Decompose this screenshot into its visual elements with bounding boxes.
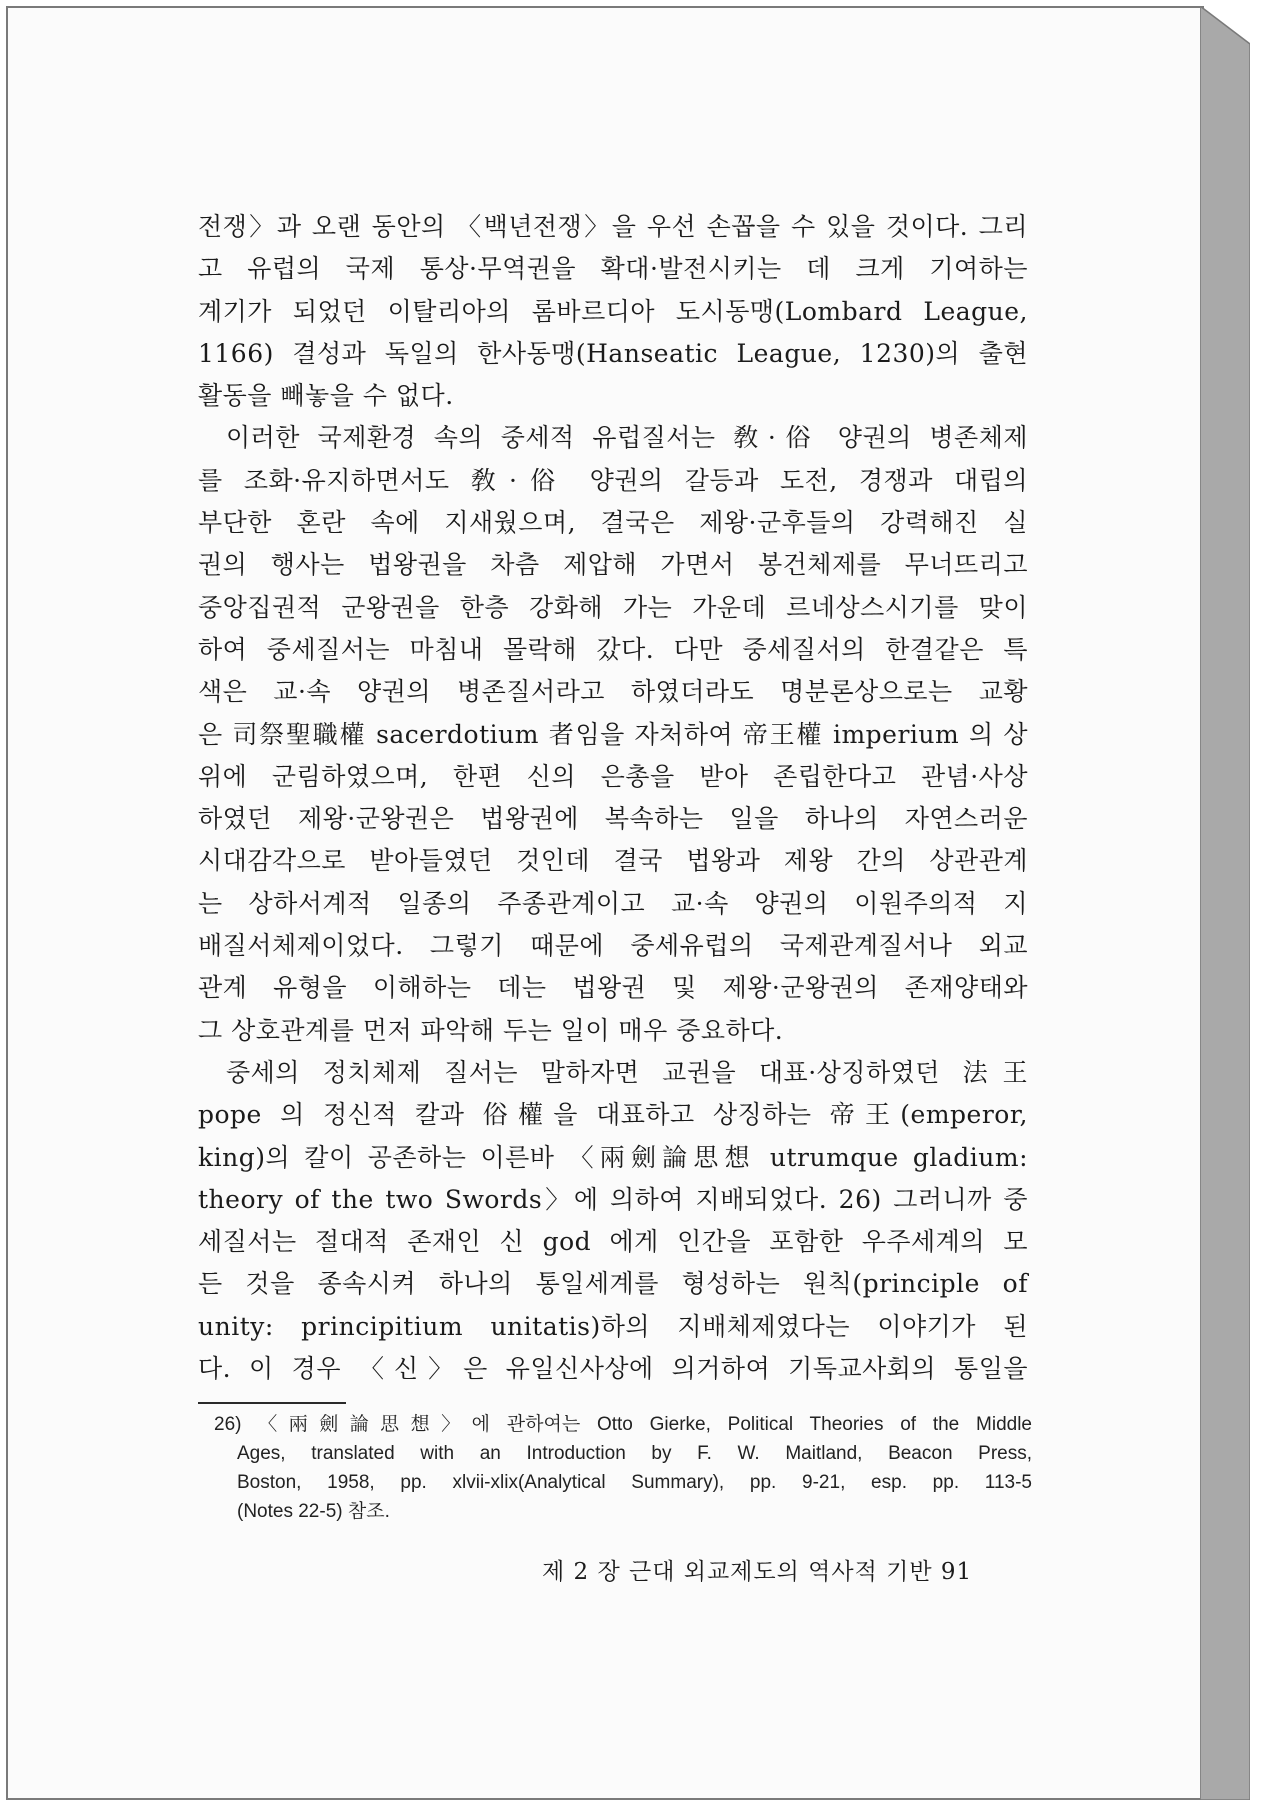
text-line: 관계 유형을 이해하는 데는 법왕권 및 제왕·군왕권의 존재양태와	[198, 973, 1028, 1003]
running-footer: 제 2 장 근대 외교제도의 역사적 기반 91	[542, 1559, 973, 1585]
text-line: pope 의 정신적 칼과 俗權을 대표하고 상징하는 帝王(emperor,	[198, 1100, 1028, 1130]
text-line: 부단한 혼란 속에 지새웠으며, 결국은 제왕·군후들의 강력해진 실	[198, 508, 1028, 538]
text-line: 위에 군림하였으며, 한편 신의 은총을 받아 존립한다고 관념·사상	[198, 761, 1028, 791]
text-line: 활동을 빼놓을 수 없다.	[198, 381, 454, 411]
text-line: 하여 중세질서는 마침내 몰락해 갔다. 다만 중세질서의 한결같은 특	[198, 634, 1028, 664]
body-text	[198, 206, 1028, 1390]
text-line: 든 것을 종속시켜 하나의 통일세계를 형성하는 원칙(principle of	[198, 1269, 1028, 1299]
page-edge-shadow	[1200, 6, 1250, 1800]
text-line: king)의 칼이 공존하는 이른바 〈兩劍論思想 utrumque gladium:	[198, 1142, 1028, 1172]
text-line: 색은 교·속 양권의 병존질서라고 하였더라도 명분론상으로는 교황	[198, 677, 1028, 707]
footnote-line: Boston, 1958, pp. xlvii-xlix(Analytical Summary), pp. 9-21, esp. pp. 113-5	[237, 1472, 1032, 1493]
text-line: 고 유럽의 국제 통상·무역권을 확대·발전시키는 데 크게 기여하는	[198, 254, 1028, 284]
text-line: 다. 이 경우 〈신〉은 유일신사상에 의거하여 기독교사회의 통일을	[198, 1354, 1028, 1384]
text-line: 중앙집권적 군왕권을 한층 강화해 가는 가운데 르네상스시기를 맞이	[198, 592, 1028, 622]
footnote-line: Ages, translated with an Introduction by F. W. Maitland, Beacon Press,	[237, 1443, 1032, 1464]
text-line: 권의 행사는 법왕권을 차츰 제압해 가면서 봉건체제를 무너뜨리고	[198, 550, 1028, 580]
text-line: 배질서체제이었다. 그렇기 때문에 중세유럽의 국제관계질서나 외교	[198, 931, 1028, 961]
text-line: 은 司祭聖職權 sacerdotium 者임을 자처하여 帝王權 imperium 의 상	[198, 719, 1028, 749]
text-line: 하였던 제왕·군왕권은 법왕권에 복속하는 일을 하나의 자연스러운	[198, 804, 1028, 834]
footnote	[214, 1410, 1032, 1526]
text-line: 이러한 국제환경 속의 중세적 유럽질서는 敎·俗 양권의 병존체제	[226, 423, 1028, 453]
text-line: 중세의 정치체제 질서는 말하자면 교권을 대표·상징하였던 法王	[226, 1057, 1028, 1087]
footnote-separator	[198, 1402, 346, 1404]
text-line: 계기가 되었던 이탈리아의 롬바르디아 도시동맹(Lombard League,	[198, 296, 1028, 326]
text-line: 1166) 결성과 독일의 한사동맹(Hanseatic League, 1230)의 출현	[198, 338, 1028, 368]
text-line: 시대감각으로 받아들였던 것인데 결국 법왕과 제왕 간의 상관관계	[198, 846, 1028, 876]
text-line: unity: principitium unitatis)하의 지배체제였다는 이야기가 된	[198, 1311, 1028, 1341]
text-line: 를 조화·유지하면서도 敎·俗 양권의 갈등과 도전, 경쟁과 대립의	[198, 465, 1028, 495]
text-line: 전쟁〉과 오랜 동안의 〈백년전쟁〉을 우선 손꼽을 수 있을 것이다. 그리	[198, 212, 1028, 241]
footnote-line: 26) 〈兩劍論思想〉에 관하여는 Otto Gierke, Political Theories of the Middle	[214, 1414, 1032, 1435]
text-line: 세질서는 절대적 존재인 신 god 에게 인간을 포함한 우주세계의 모	[198, 1227, 1028, 1257]
text-line: 는 상하서계적 일종의 주종관계이고 교·속 양권의 이원주의적 지	[198, 888, 1028, 918]
footnote-line: (Notes 22-5) 참조.	[237, 1501, 390, 1522]
text-line: 그 상호관계를 먼저 파악해 두는 일이 매우 중요하다.	[198, 1015, 784, 1045]
text-line: theory of the two Swords〉에 의하여 지배되었다. 26) 그러니까 중	[198, 1184, 1028, 1214]
